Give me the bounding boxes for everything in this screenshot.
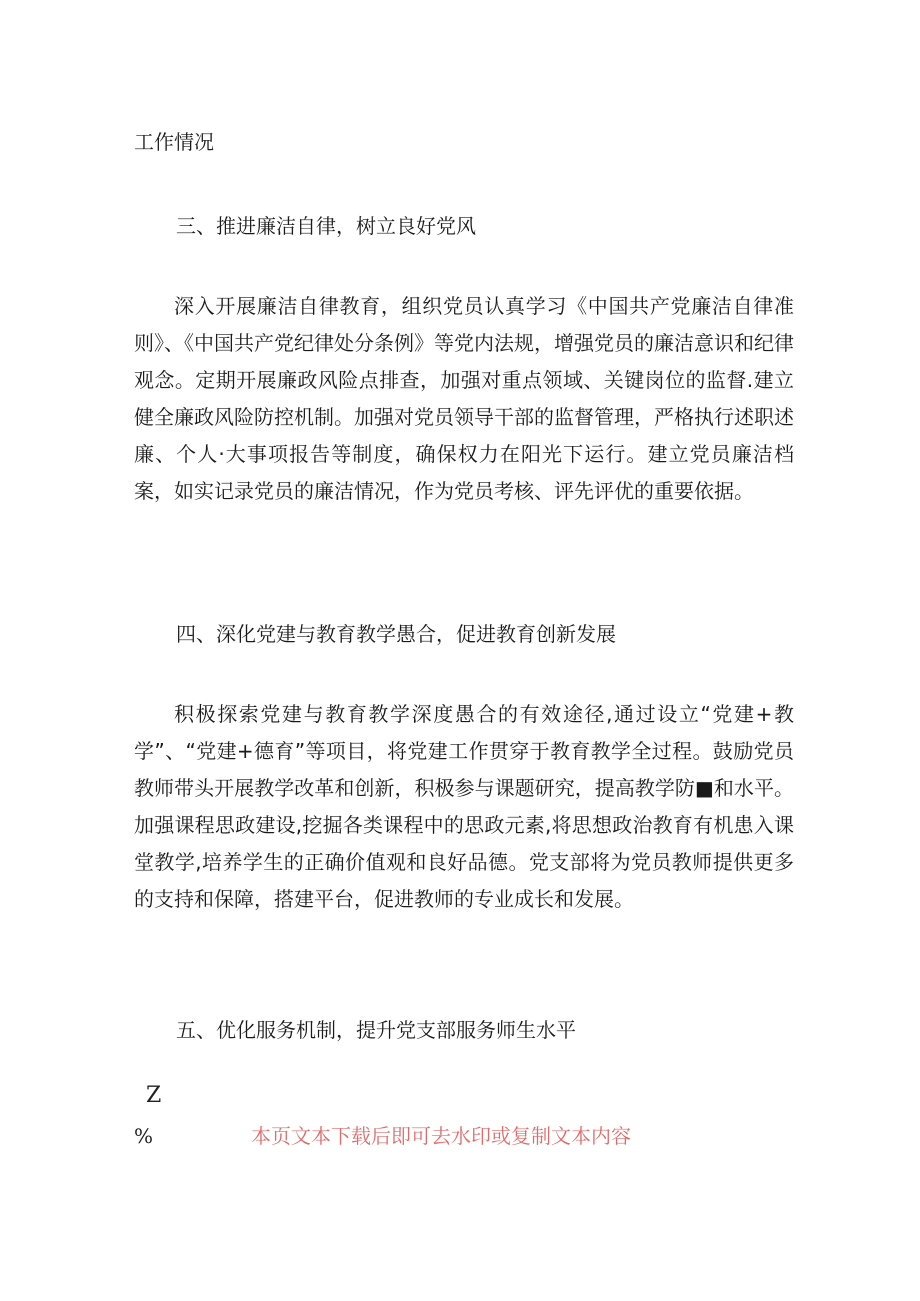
continuation-line: 工作情况 [134,130,214,154]
section-4-body: 积极探索党建与教育教学深度愚合的有效途径,通过设立“党建+教学”、“党建+德育”等项目，将党建工作贯穿于教育教学全过程。鼓励党员教师带头开展教学改革和创新，积极参与课题研究，提高教学防■和水平。加强课程思政建设,挖掘各类课程中的思政元素,将思想政治教育有机患入课堂教学,培养学生的正确价值观和良好品德。党支部将为党员教师提供更多的支持和保障，搭建平台，促进教师的专业成长和发展。 [134,702,794,911]
stray-z-mark: Z [146,1083,162,1108]
section-5-heading: 五、优化服务机制，提升党支部服务师生水平 [176,1018,576,1042]
watermark-notice[interactable]: 本页文本下载后即可去水印或复制文本内容 [251,1124,631,1148]
stray-percent-mark: % [134,1124,154,1148]
section-3-body: 深入开展廉洁自律教育，组织党员认真学习《中国共产党廉洁自律准则》、《中国共产党纪律处分条例》等党内法规，增强党员的廉洁意识和纪律观念。定期开展廉政风险点排查，加强对重点领域、关键岗位的监督.建立健全廉政风险防控机制。加强对党员领导干部的监督管理，严格执行述职述廉、个人·大事项报告等制度，确保权力在阳光下运行。建立党员廉洁档案，如实记录党员的廉洁情况，作为党员考核、评先评优的重要依据。 [134,294,794,503]
section-3-heading: 三、推进廉洁自律，树立良好党风 [176,214,476,238]
section-4-heading: 四、深化党建与教育教学愚合，促进教育创新发展 [176,622,616,646]
